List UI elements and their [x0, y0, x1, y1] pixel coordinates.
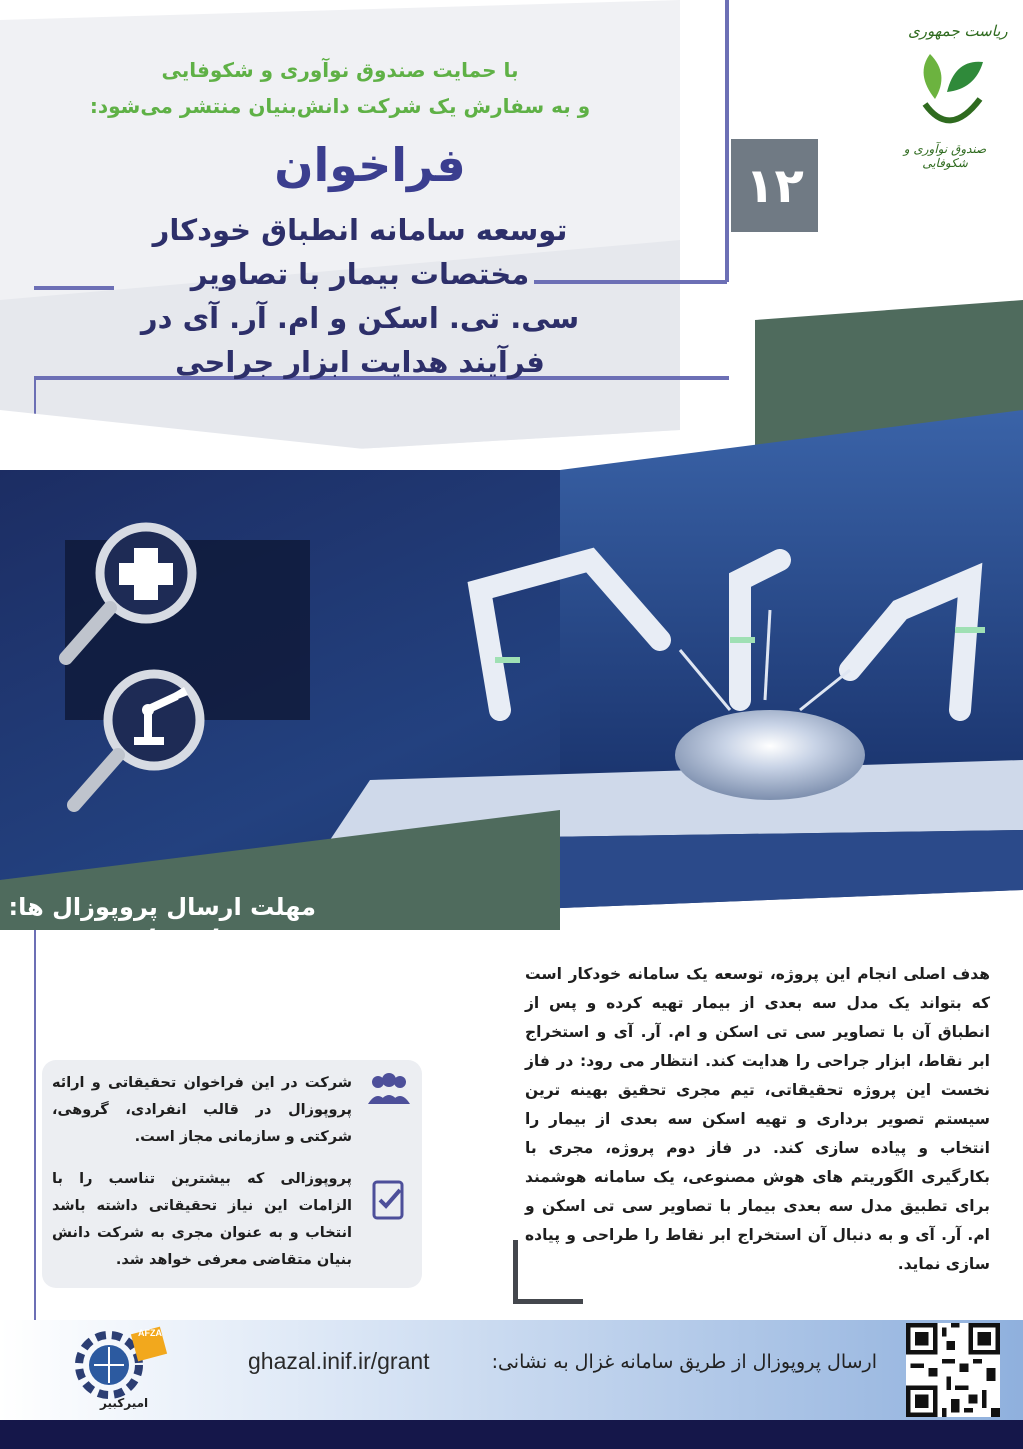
submission-url[interactable]: ghazal.inif.ir/grant	[248, 1348, 430, 1374]
page-title: فراخوان	[274, 138, 466, 192]
amirkabir-logo	[64, 1320, 214, 1415]
submission-text: ارسال پروپوزال از طریق سامانه غزال به نشانی:	[491, 1351, 877, 1373]
subtitle-line: سی. تی. اسکن و ام. آر. آی در	[140, 301, 580, 335]
number-badge: ۱۲	[731, 139, 818, 232]
info-item-selection: پروپوزالی که بیشترین تناسب را با الزامات این نیاز تحقیقاتی داشته باشد انتخاب و به عنوان مجری به شرکت دانش بنیان متقاضی معرفی خواهد شد.	[52, 1171, 352, 1268]
subtitle-line: توسعه سامانه انطباق خودکار	[152, 213, 568, 247]
subtitle-line: فرآیند هدایت ابزار جراحی	[175, 345, 545, 379]
checklist-icon	[368, 1178, 410, 1222]
subtitle-line: مختصات بیمار با تصاویر	[190, 257, 530, 291]
medical-magnifier-icon	[48, 518, 208, 668]
logo-label: امیرکبیر	[100, 1396, 149, 1410]
header-publish-line: و به سفارش یک شرکت دانش‌بنیان منتشر می‌شود:	[89, 94, 591, 118]
group-people-icon	[366, 1070, 412, 1110]
header-sponsor-line: با حمایت صندوق نوآوری و شکوفایی	[161, 58, 519, 82]
bottom-bar	[0, 1420, 1023, 1449]
subtitle	[80, 208, 640, 384]
qr-code-icon[interactable]	[906, 1323, 1000, 1417]
leaf-logo-icon	[905, 44, 995, 139]
afza-badge: AFZA	[138, 1328, 162, 1338]
deadline-date: ۱۳۹۹/۱۱/۰۲	[42, 922, 268, 968]
info-item-participation: شرکت در این فراخوان تحقیقاتی و ارائه پروپوزال در قالب انفرادی، گروهی، شرکتی و سازمانی مجاز است.	[52, 1075, 352, 1145]
logo-bottom-text: صندوق نوآوری و شکوفایی	[903, 142, 987, 170]
project-description: هدف اصلی انجام این پروژه، توسعه یک سامانه خودکار است که بتواند یک مدل سه بعدی از بیمار تهیه کرده و پس از انطباق آن با تصاویر سی تی اسکن و ام. آر. آی و استخراج ابر نقاط، ابزار جراحی را هدایت کند. انتظار می رود: در فاز نخست این پروژه تحقیقاتی، تیم مجری تحقیق بهینه ترین سیستم تصویر برداری و تهیه اسکن سه بعدی از بیمار را انتخاب و پیاده سازی کند. در فاز دوم پروژه، مجری با بکارگیری الگوریتم های هوش مصنوعی، یک سامانه هوشمند برای تطبیق مدل سه بعدی بیمار با تصاویر سی تی اسکن و ام. آر. آی و به دنبال آن استخراج ابر نقاط را طراحی و پیاده سازی نماید.	[525, 965, 990, 1273]
corner-bracket	[513, 1240, 583, 1304]
logo-arc-text: ریاست جمهوری	[908, 22, 1008, 40]
deadline-label: مهلت ارسال پروپوزال ها:	[8, 893, 316, 921]
innovation-fund-logo	[880, 14, 1010, 174]
robot-arm-magnifier-icon	[56, 665, 216, 815]
info-box	[42, 1060, 422, 1288]
